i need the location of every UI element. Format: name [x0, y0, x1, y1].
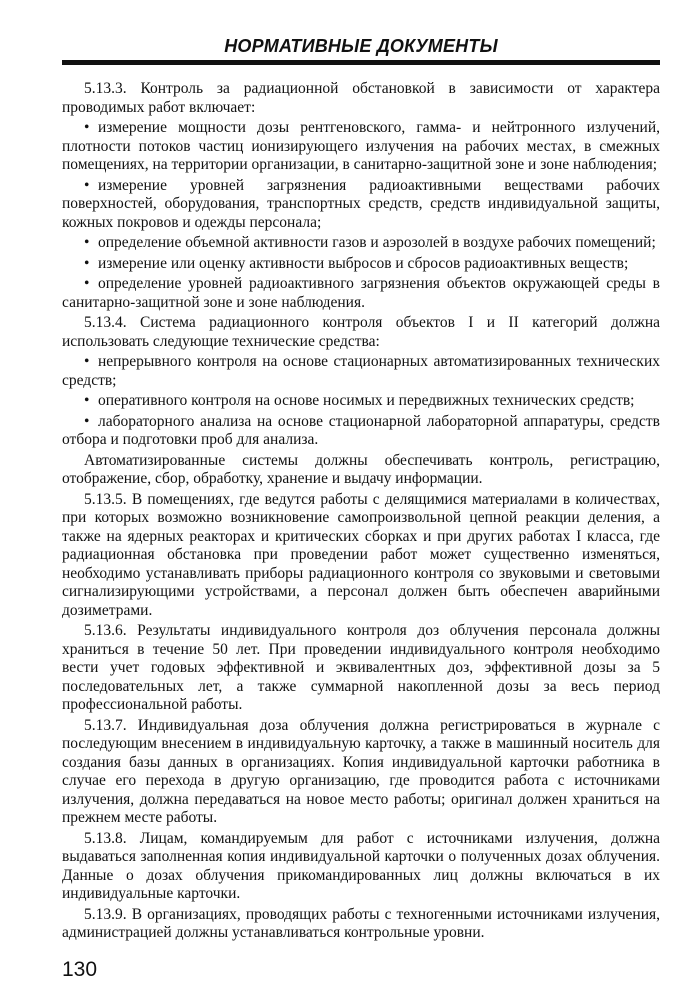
bullet-item: • измерение мощности дозы рентгеновского, гамма- и нейтронного излучений, плотности потоков частиц ионизирующего излучения на рабочих местах, в смежных помещениях, на территории организации, в санитарно-защитной зоне и зоне наблюдения; [62, 119, 660, 175]
paragraph-5-13-6: 5.13.6. Результаты индивидуального контроля доз облучения персонала должны храниться в течение 50 лет. При проведении индивидуального контроля необходимо вести учет годовых эффективной и эквивалентных доз, эффективной дозы за 5 последовательных лет, а также суммарной накопленной дозы за весь период профессиональной работы. [62, 622, 660, 713]
paragraph-5-13-3: 5.13.3. Контроль за радиационной обстановкой в зависимости от характера проводимых работ включает: [62, 80, 660, 116]
bullet-item: • определение объемной активности газов и аэрозолей в воздухе рабочих помещений; [62, 234, 660, 253]
bullet-item: • оперативного контроля на основе носимых и передвижных технических средств; [62, 392, 660, 411]
paragraph-5-13-7: 5.13.7. Индивидуальная доза облучения должна регистрироваться в журнале с последующим внесением в индивидуальную карточку, а также в машинный носитель для создания базы данных в организациях. Копия индивидуальной карточки работника в случае его перехода в другую организацию, где проводится работа с источниками излучения, должна передаваться на новое место работы; оригинал должен храниться на прежнем месте работы. [62, 716, 660, 826]
body-text [62, 80, 660, 945]
bullet-item: • измерение уровней загрязнения радиоактивными веществами рабочих поверхностей, оборудования, транспортных средств, средств индивидуальной защиты, кожных покровов и одежды персонала; [62, 177, 660, 233]
bullet-item: • лабораторного анализа на основе стационарной лабораторной аппаратуры, средств отбора и подготовки проб для анализа. [62, 413, 660, 450]
paragraph-5-13-8: 5.13.8. Лицам, командируемым для работ с источниками излучения, должна выдаваться заполненная копия индивидуальной карточки о полученных дозах облучения. Данные о дозах облучения прикомандированных лиц должны включаться в их индивидуальные карточки. [62, 829, 660, 902]
paragraph-5-13-5: 5.13.5. В помещениях, где ведутся работы с делящимися материалами в количествах, при которых возможно возникновение самопроизвольной цепной реакции деления, а также на ядерных реакторах и критических сборках и при других работах I класса, где радиационная обстановка при проведении работ может существенно изменяться, необходимо устанавливать приборы радиационного контроля со звуковыми и световыми сигнализирующими устройствами, а персонал должен быть обеспечен аварийными дозиметрами. [62, 490, 660, 619]
paragraph-5-13-4: 5.13.4. Система радиационного контроля объектов I и II категорий должна использовать следующие технические средства: [62, 314, 660, 350]
paragraph-automation: Автоматизированные системы должны обеспечивать контроль, регистрацию, отображение, сбор, обработку, хранение и выдачу информации. [62, 451, 660, 487]
bullet-item: • измерение или оценку активности выбросов и сбросов радиоактивных веществ; [62, 255, 660, 274]
running-header: НОРМАТИВНЫЕ ДОКУМЕНТЫ [224, 36, 498, 56]
bullet-item: • непрерывного контроля на основе стационарных автоматизированных технических средств; [62, 353, 660, 390]
paragraph-5-13-9: 5.13.9. В организациях, проводящих работы с техногенными источниками излучения, администрацией должны устанавливаться контрольные уровни. [62, 905, 660, 941]
header-rule [62, 60, 660, 65]
page-number: 130 [62, 958, 98, 981]
bullet-item: • определение уровней радиоактивного загрязнения объектов окружающей среды в санитарно-защитной зоне и зоне наблюдения. [62, 275, 660, 312]
